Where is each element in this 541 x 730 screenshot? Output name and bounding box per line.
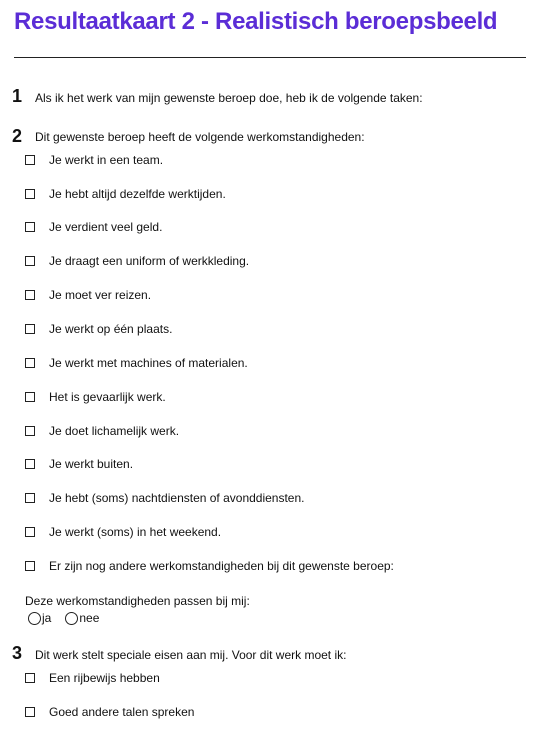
checkbox[interactable] bbox=[25, 459, 35, 469]
checkbox-label: Je hebt altijd dezelfde werktijden. bbox=[49, 187, 226, 201]
checkbox[interactable] bbox=[25, 189, 35, 199]
radio-circle-icon[interactable] bbox=[28, 612, 41, 625]
question-text: Dit gewenste beroep heeft de volgende werkomstandigheden: bbox=[35, 130, 365, 144]
checkbox-label: Je hebt (soms) nachtdiensten of avonddiensten. bbox=[49, 491, 305, 505]
question-number: 3 bbox=[12, 643, 23, 663]
radio-option-ja[interactable] bbox=[28, 611, 51, 625]
checklist-item bbox=[25, 355, 248, 371]
checkbox[interactable] bbox=[25, 527, 35, 537]
checklist-item bbox=[25, 558, 394, 574]
checkbox[interactable] bbox=[25, 222, 35, 232]
checkbox[interactable] bbox=[25, 256, 35, 266]
question-number: 2 bbox=[12, 126, 23, 146]
checkbox[interactable] bbox=[25, 155, 35, 165]
subquestion-text: Deze werkomstandigheden passen bij mij: bbox=[25, 594, 250, 608]
checkbox-label: Je werkt op één plaats. bbox=[49, 322, 173, 336]
checklist-item bbox=[25, 423, 179, 439]
checkbox-label: Goed andere talen spreken bbox=[49, 705, 195, 719]
checkbox[interactable] bbox=[25, 673, 35, 683]
checkbox[interactable] bbox=[25, 392, 35, 402]
checkbox[interactable] bbox=[25, 426, 35, 436]
checklist-item bbox=[25, 152, 163, 168]
checklist-item bbox=[25, 670, 160, 686]
checkbox-label: Een rijbewijs hebben bbox=[49, 671, 160, 685]
checkbox[interactable] bbox=[25, 290, 35, 300]
checkbox-label: Je verdient veel geld. bbox=[49, 220, 163, 234]
radio-label: ja bbox=[42, 611, 52, 625]
checkbox-label: Je werkt (soms) in het weekend. bbox=[49, 525, 222, 539]
checklist-item bbox=[25, 704, 194, 720]
radio-label: nee bbox=[79, 611, 100, 625]
checklist-item bbox=[25, 389, 166, 405]
checkbox-label: Je moet ver reizen. bbox=[49, 288, 152, 302]
radio-option-nee[interactable] bbox=[65, 611, 99, 625]
question-text: Dit werk stelt speciale eisen aan mij. Voor dit werk moet ik: bbox=[35, 648, 347, 662]
checklist-item bbox=[25, 524, 221, 540]
checkbox[interactable] bbox=[25, 707, 35, 717]
checklist-item bbox=[25, 219, 162, 235]
checkbox[interactable] bbox=[25, 493, 35, 503]
checklist-item bbox=[25, 253, 249, 269]
question-text: Als ik het werk van mijn gewenste beroep doe, heb ik de volgende taken: bbox=[35, 91, 423, 105]
checkbox-label: Er zijn nog andere werkomstandigheden bij dit gewenste beroep: bbox=[49, 559, 394, 573]
checkbox-label: Je werkt buiten. bbox=[49, 457, 134, 471]
checklist-item bbox=[25, 456, 133, 472]
checklist-item bbox=[25, 186, 226, 202]
title-divider bbox=[14, 57, 526, 58]
checkbox-label: Je werkt in een team. bbox=[49, 153, 164, 167]
checkbox[interactable] bbox=[25, 561, 35, 571]
checkbox-label: Je werkt met machines of materialen. bbox=[49, 356, 248, 370]
checkbox[interactable] bbox=[25, 324, 35, 334]
checkbox-label: Je draagt een uniform of werkkleding. bbox=[49, 254, 250, 268]
checklist-item bbox=[25, 287, 151, 303]
checkbox[interactable] bbox=[25, 358, 35, 368]
page-title: Resultaatkaart 2 - Realistisch beroepsbeeld bbox=[14, 8, 498, 35]
checkbox-label: Het is gevaarlijk werk. bbox=[49, 390, 166, 404]
checklist-item bbox=[25, 490, 305, 506]
question-number: 1 bbox=[12, 86, 23, 106]
checkbox-label: Je doet lichamelijk werk. bbox=[49, 424, 180, 438]
radio-circle-icon[interactable] bbox=[65, 612, 78, 625]
checklist-item bbox=[25, 321, 172, 337]
radio-group bbox=[28, 611, 113, 625]
